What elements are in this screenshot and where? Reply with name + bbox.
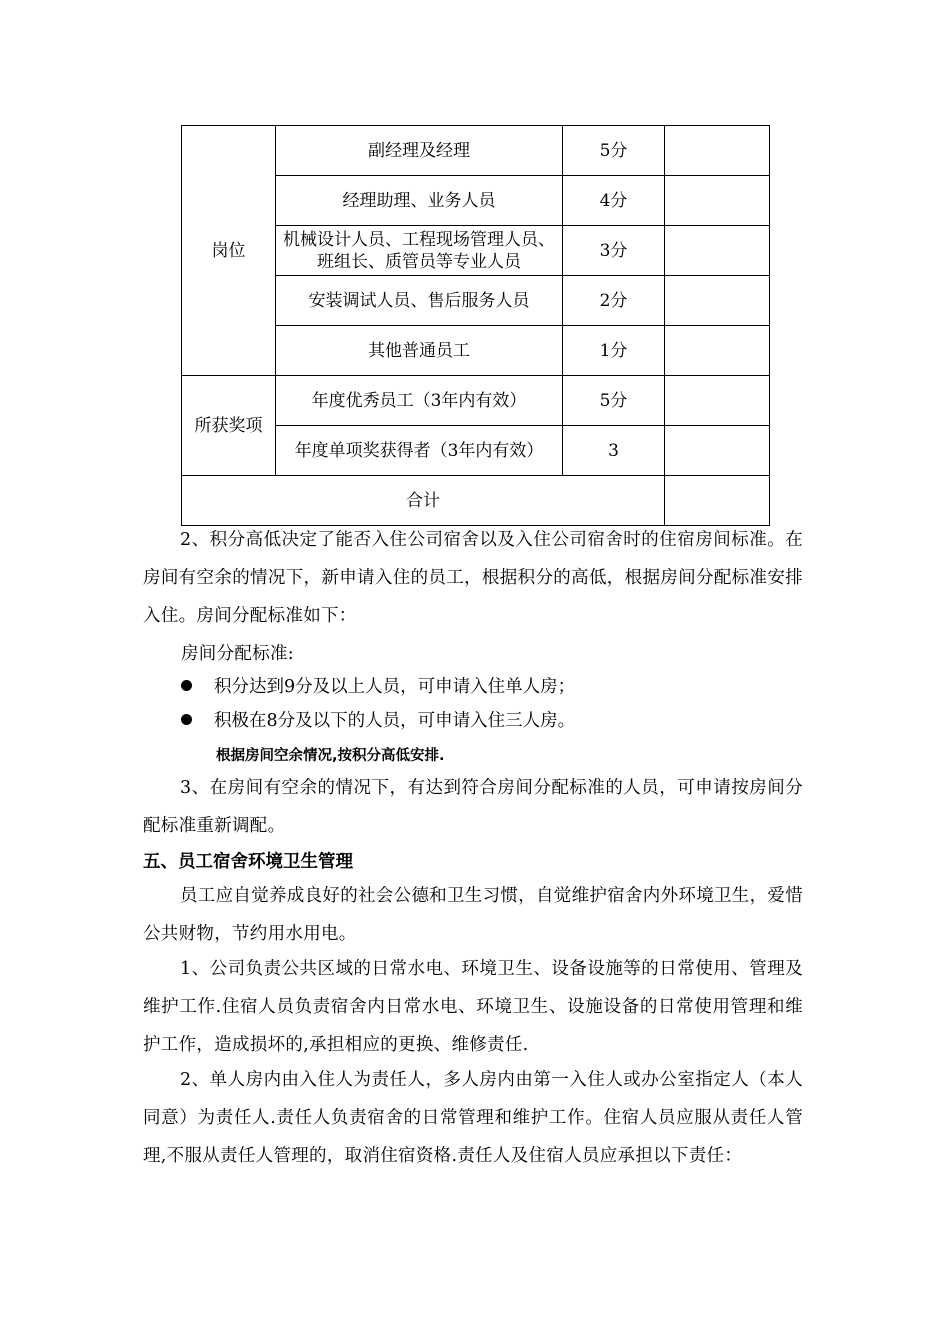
- paragraph-scoring-rule: 2、积分高低决定了能否入住公司宿舍以及入住公司宿舍时的住宿房间标准。在房间有空余的情况下，新申请入住的员工，根据积分的高低，根据房间分配标准安排入住。房间分配标准如下：: [143, 530, 803, 626]
- score-cell: 3分: [563, 226, 665, 276]
- score-cell: 2分: [563, 276, 665, 326]
- empty-cell: [665, 126, 770, 176]
- section-heading: 五、员工宿舍环境卫生管理: [143, 852, 353, 872]
- table-row: [182, 376, 770, 426]
- empty-cell: [665, 276, 770, 326]
- empty-cell: [665, 326, 770, 376]
- item-cell: 安装调试人员、售后服务人员: [276, 276, 563, 326]
- table-row: [182, 476, 770, 526]
- item-cell: 年度单项奖获得者（3年内有效）: [276, 426, 563, 476]
- bullet-icon: [181, 680, 192, 691]
- category-cell: 岗位: [182, 126, 276, 376]
- paragraph-reallocation: 3、在房间有空余的情况下，有达到符合房间分配标准的人员，可申请按房间分配标准重新调配。: [143, 778, 803, 836]
- score-table: [181, 125, 770, 526]
- list-item-text: 积极在8分及以下的人员，可申请入住三人房。: [214, 711, 576, 731]
- list-item: [181, 668, 575, 706]
- paragraph-standard-title: 房间分配标准:: [181, 644, 294, 664]
- item-cell: 副经理及经理: [276, 126, 563, 176]
- list-item-text: 积分达到9分及以上人员，可申请入住单人房；: [214, 677, 576, 697]
- bullet-icon: [181, 714, 192, 725]
- table-row: [182, 126, 770, 176]
- paragraph-responsible-person: 2、单人房内由入住人为责任人，多人房内由第一入住人或办公室指定人（本人同意）为责任人.责任人负责宿舍的日常管理和维护工作。住宿人员应服从责任人管理,不服从责任人管理的，取消住宿资格.责任人及住宿人员应承担以下责任：: [143, 1070, 803, 1166]
- allocation-note: 根据房间空余情况,按积分高低安排.: [216, 748, 445, 764]
- paragraph-hygiene-intro: 员工应自觉养成良好的社会公德和卫生习惯，自觉维护宿舍内外环境卫生，爱惜公共财物，节约用水用电。: [143, 886, 803, 944]
- score-cell: 5分: [563, 376, 665, 426]
- score-cell: 1分: [563, 326, 665, 376]
- score-cell: 5分: [563, 126, 665, 176]
- paragraph-company-duty: 1、公司负责公共区域的日常水电、环境卫生、设备设施等的日常使用、管理及维护工作.住宿人员负责宿舍内日常水电、环境卫生、设施设备的日常使用管理和维护工作，造成损坏的,承担相应的更换、维修责任.: [143, 959, 803, 1055]
- item-cell: 年度优秀员工（3年内有效）: [276, 376, 563, 426]
- empty-cell: [665, 376, 770, 426]
- category-cell: 所获奖项: [182, 376, 276, 476]
- item-cell: 机械设计人员、工程现场管理人员、班组长、质管员等专业人员: [276, 226, 563, 276]
- score-cell: 4分: [563, 176, 665, 226]
- empty-cell: [665, 426, 770, 476]
- item-cell: 其他普通员工: [276, 326, 563, 376]
- total-label-cell: 合计: [182, 476, 665, 526]
- item-cell: 经理助理、业务人员: [276, 176, 563, 226]
- list-item: [181, 702, 575, 740]
- empty-cell: [665, 226, 770, 276]
- empty-cell: [665, 176, 770, 226]
- total-value-cell: [665, 476, 770, 526]
- score-cell: 3: [563, 426, 665, 476]
